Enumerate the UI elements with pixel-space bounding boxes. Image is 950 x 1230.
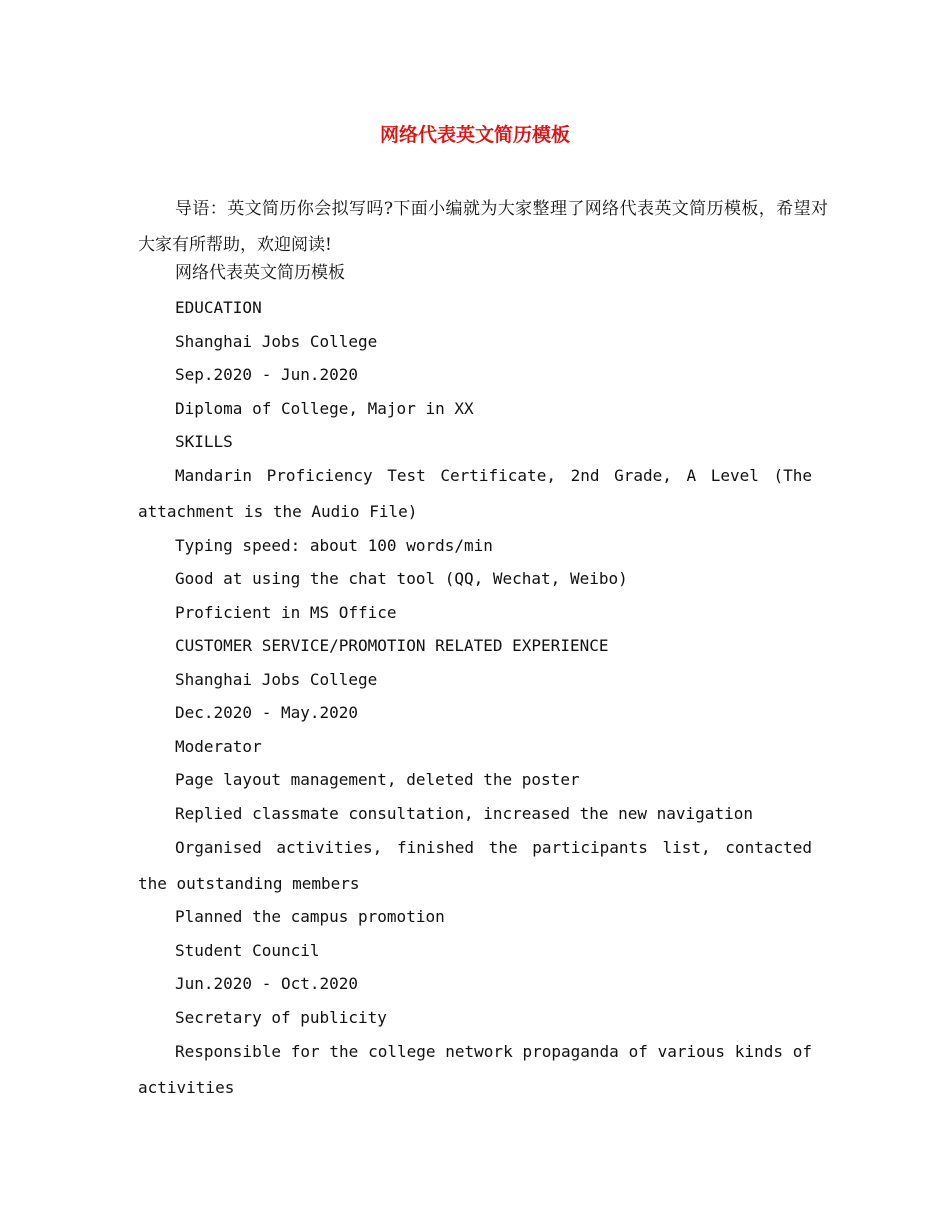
section-heading-education: EDUCATION [175, 298, 262, 317]
experience-org: Shanghai Jobs College [175, 670, 378, 689]
skill-office: Proficient in MS Office [175, 603, 397, 622]
duty-item: Organised activities, finished the participants list, contacted the outstanding members [138, 838, 812, 893]
duty-item: Responsible for the college network propaganda of various kinds of activities [138, 1042, 812, 1097]
skill-chat-tools: Good at using the chat tool (QQ, Wechat, Weibo) [175, 569, 628, 588]
intro-paragraph: 导语：英文简历你会拟写吗?下面小编就为大家整理了网络代表英文简历模板，希望对大家有所帮助，欢迎阅读! [138, 199, 828, 255]
section-heading-skills: SKILLS [175, 432, 233, 451]
experience-role: Moderator [175, 737, 262, 756]
skill-typing: Typing speed: about 100 words/min [175, 536, 493, 555]
experience-dates: Jun.2020 - Oct.2020 [175, 974, 359, 993]
document-title: 网络代表英文简历模板 [379, 124, 570, 146]
education-dates: Sep.2020 - Jun.2020 [175, 365, 359, 384]
experience-role: Secretary of publicity [175, 1008, 387, 1027]
duty-item: Replied classmate consultation, increased the new navigation [175, 804, 753, 823]
experience-dates: Dec.2020 - May.2020 [175, 703, 359, 722]
school-name: Shanghai Jobs College [175, 332, 378, 351]
duty-item: Planned the campus promotion [175, 907, 445, 926]
skill-mandarin: Mandarin Proficiency Test Certificate, 2nd Grade, A Level (The attachment is the Audio File) [138, 466, 812, 521]
duty-item: Page layout management, deleted the poster [175, 770, 580, 789]
experience-org: Student Council [175, 941, 320, 960]
resume-heading: 网络代表英文简历模板 [175, 263, 345, 283]
section-heading-experience: CUSTOMER SERVICE/PROMOTION RELATED EXPERIENCE [175, 636, 609, 655]
diploma-line: Diploma of College, Major in XX [175, 399, 474, 418]
